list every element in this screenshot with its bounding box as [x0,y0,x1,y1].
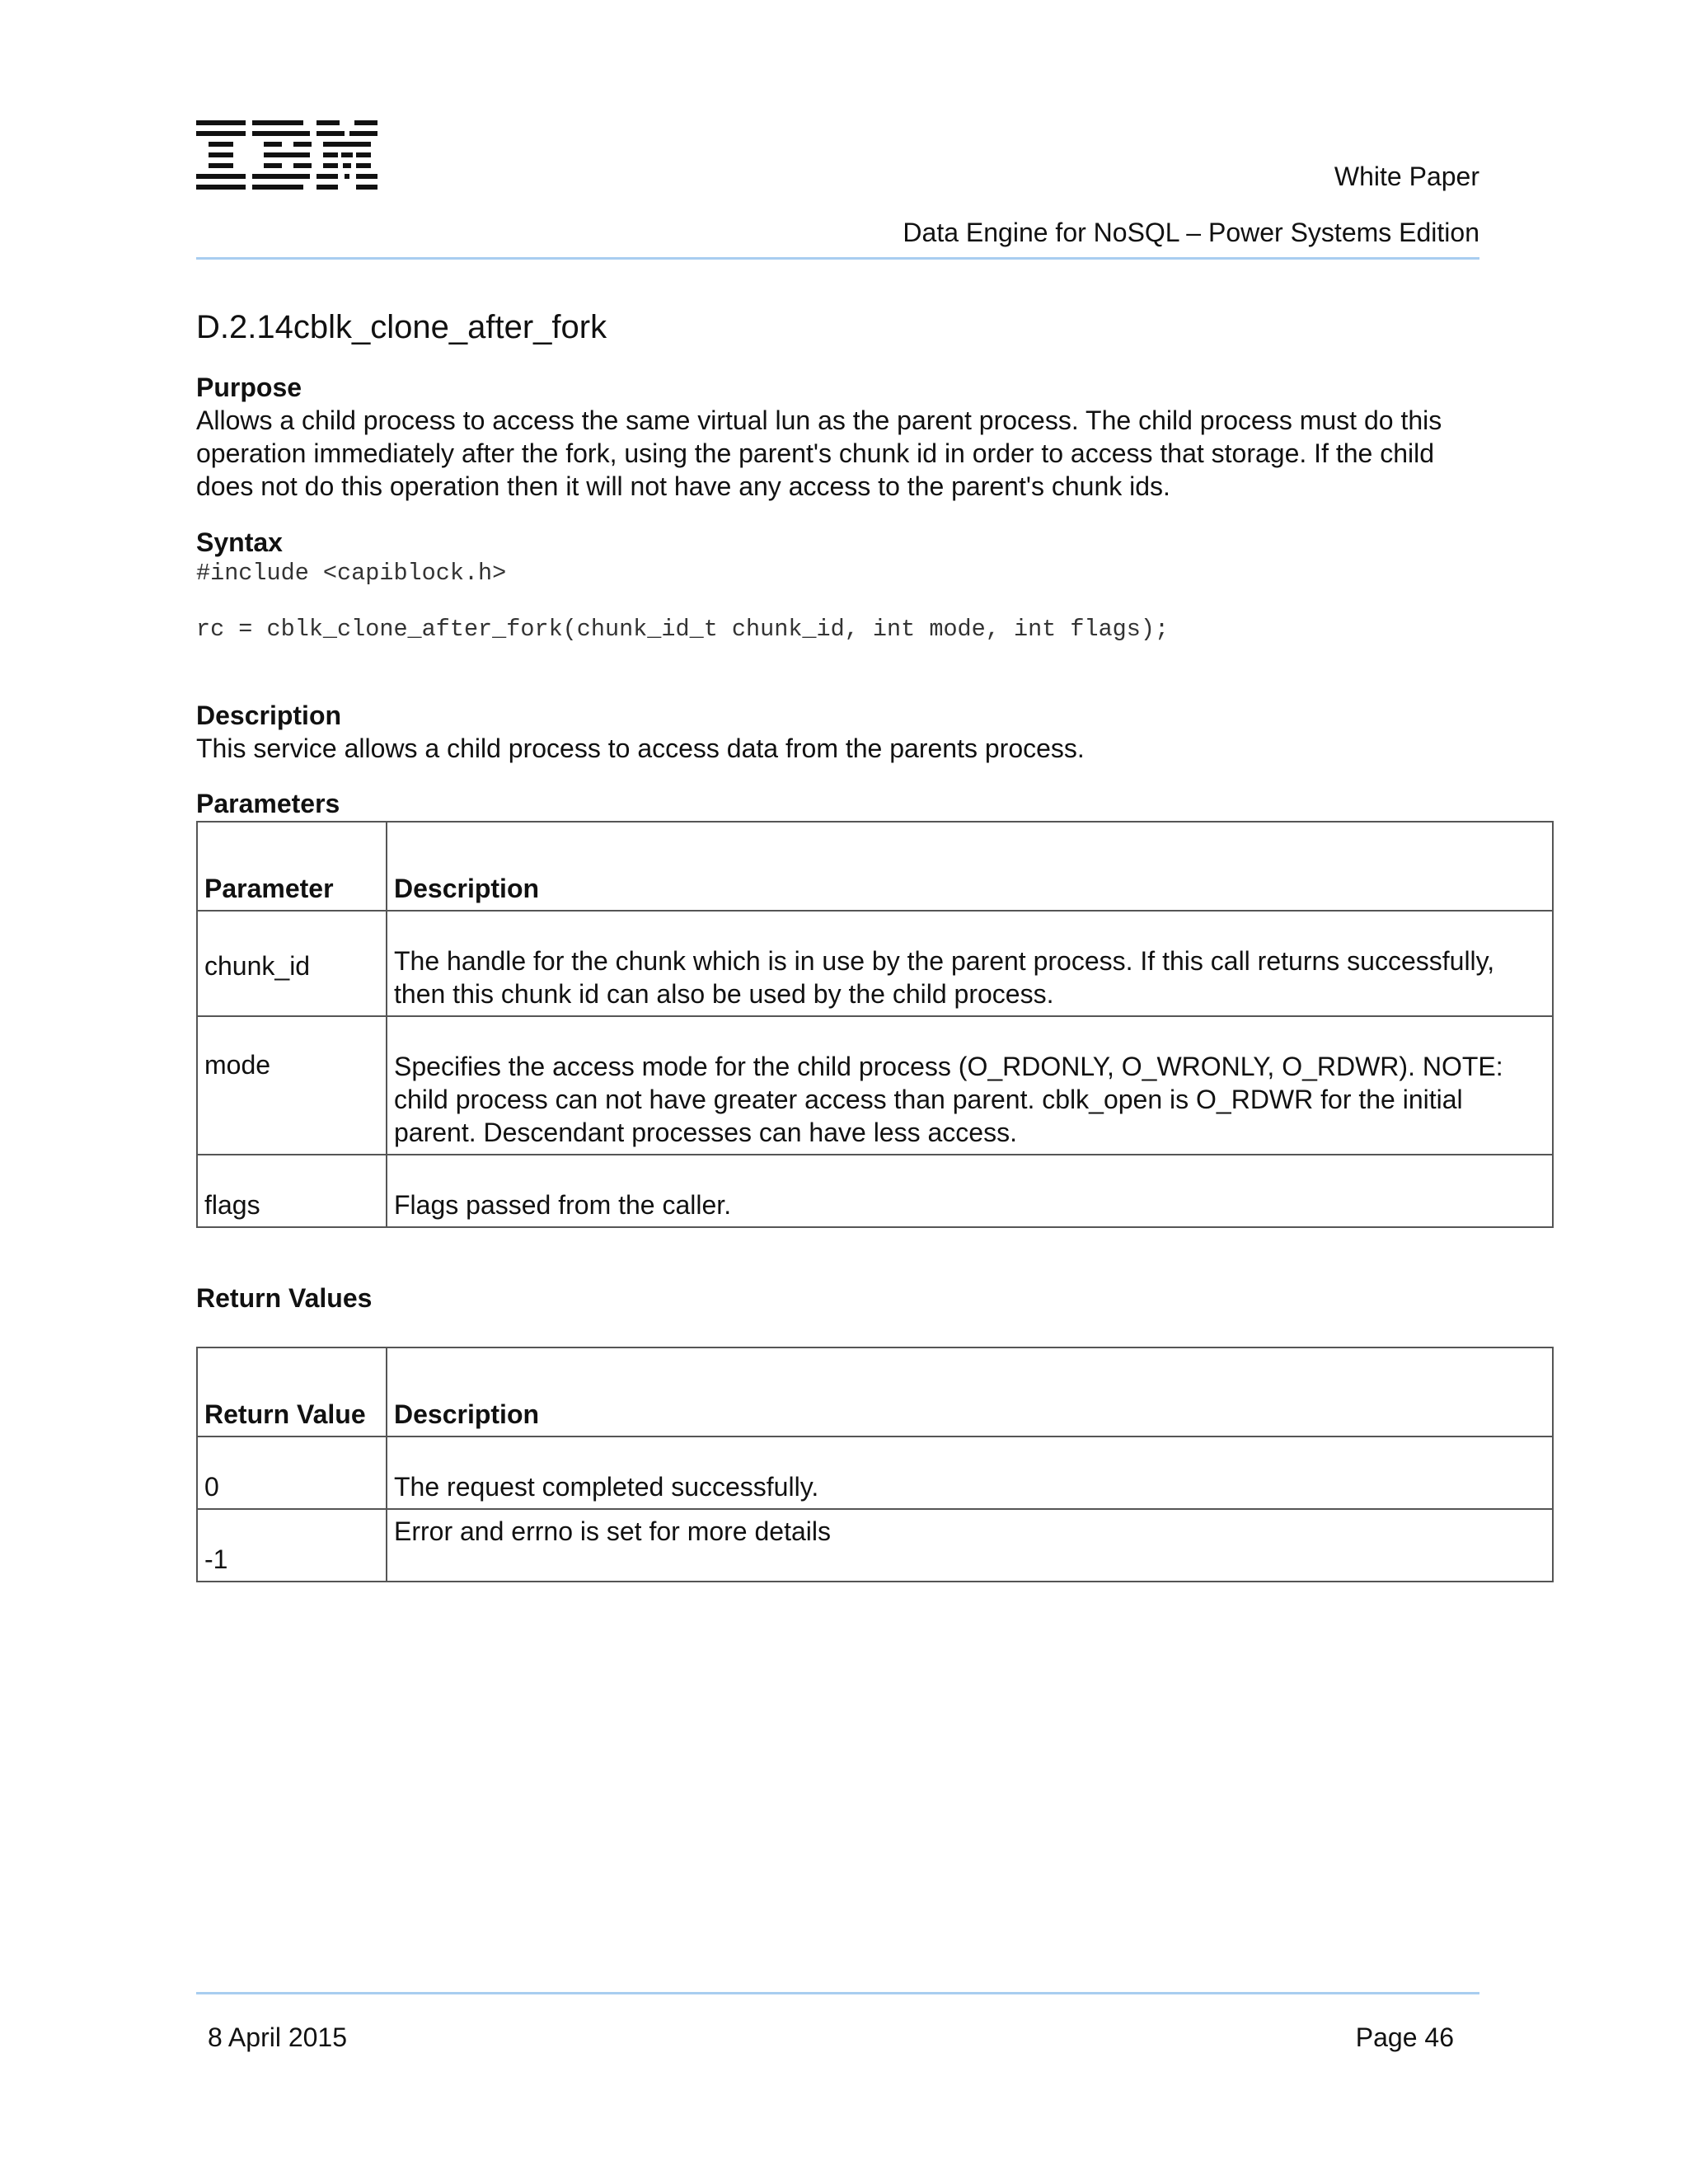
section-number: D.2.14 [196,309,293,345]
footer-page-number: Page 46 [1355,2022,1454,2052]
param-description: Flags passed from the caller. [387,1155,1553,1227]
table-header-row [197,822,1553,911]
footer-divider [196,1992,1479,1994]
table-row [197,1509,1553,1582]
table-header-cell: Return Value [197,1347,387,1436]
table-header-cell: Description [387,822,1553,911]
parameters-table [196,821,1554,1228]
header-doc-type: White Paper [1334,162,1479,191]
table-header-cell: Description [387,1347,1553,1436]
syntax-block [196,526,1498,644]
param-description: The handle for the chunk which is in use by the parent process. If this call returns successfully, then this chunk id can also be used by the child process. [387,911,1553,1016]
return-values-table [196,1347,1554,1582]
footer-date: 8 April 2015 [208,2022,348,2052]
section-title [196,309,607,346]
param-description: Specifies the access mode for the child process (O_RDONLY, O_WRONLY, O_RDWR). NOTE: child process can not have greater access than parent. cblk_open is O_RDWR for the initial parent. Descendant processes can have less access. [387,1016,1553,1155]
syntax-label: Syntax [196,527,283,557]
header-divider [196,257,1479,260]
description-block [196,699,1498,765]
param-name: mode [197,1016,387,1155]
syntax-include: #include <capiblock.h> [196,560,507,587]
return-values-label: Return Values [196,1283,373,1313]
parameters-label: Parameters [196,789,340,818]
purpose-label: Purpose [196,373,302,402]
table-header-cell: Parameter [197,822,387,911]
table-row [197,1016,1553,1155]
section-name: cblk_clone_after_fork [293,309,607,345]
param-name: flags [197,1155,387,1227]
syntax-call: rc = cblk_clone_after_fork(chunk_id_t chunk_id, int mode, int flags); [196,616,1170,643]
table-row [197,1436,1553,1509]
return-value: -1 [197,1509,387,1582]
table-row [197,911,1553,1016]
return-value: 0 [197,1436,387,1509]
purpose-block [196,371,1498,503]
description-label: Description [196,701,342,730]
ibm-logo [196,120,377,191]
description-text: This service allows a child process to access data from the parents process. [196,733,1085,763]
table-header-row [197,1347,1553,1436]
param-name: chunk_id [197,911,387,1016]
header-doc-title: Data Engine for NoSQL – Power Systems Edition [903,218,1479,247]
table-row [197,1155,1553,1227]
return-description: The request completed successfully. [387,1436,1553,1509]
purpose-text: Allows a child process to access the same virtual lun as the parent process. The child process must do this operation immediately after the fork, using the parent's chunk id in order to access that storage. If the child does not do this operation then it will not have any access to the parent's chunk ids. [196,405,1442,501]
return-description: Error and errno is set for more details [387,1509,1553,1582]
